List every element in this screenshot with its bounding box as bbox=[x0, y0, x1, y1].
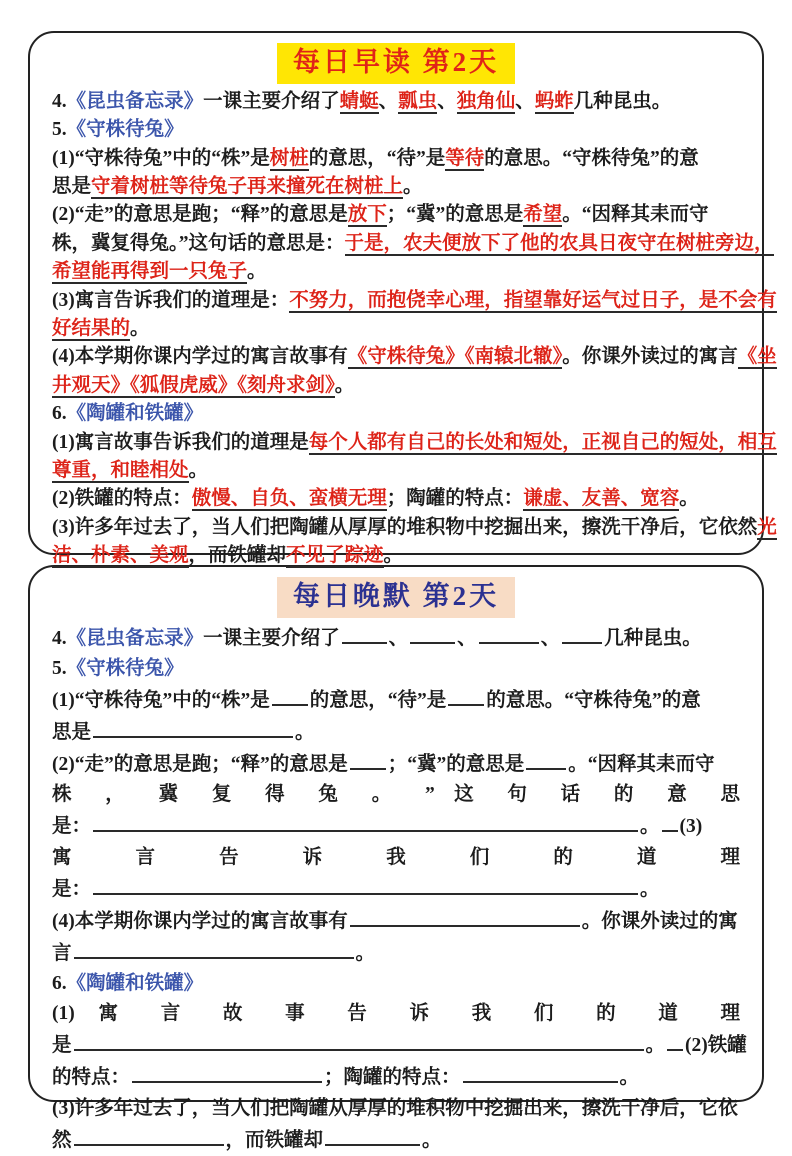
body-text: 。 bbox=[403, 175, 423, 197]
text-line bbox=[52, 230, 774, 258]
answer-text: 洁、朴素、美观 bbox=[52, 545, 189, 567]
text-line bbox=[52, 343, 777, 371]
text-line bbox=[52, 1029, 747, 1061]
body-text: 。你课外读过的寓言 bbox=[562, 346, 738, 368]
text-line bbox=[52, 145, 740, 173]
body-text: 的意思，“待”是 bbox=[308, 147, 446, 169]
blank-line bbox=[562, 622, 602, 644]
answer-text: 等待 bbox=[445, 147, 485, 169]
text-line bbox=[52, 485, 740, 513]
text-line bbox=[52, 400, 740, 428]
body-text: 思是 bbox=[52, 175, 92, 197]
text-line bbox=[52, 116, 740, 144]
text-line bbox=[52, 873, 740, 905]
body-text: 。 bbox=[383, 545, 404, 567]
answer-text: 蚂蚱 bbox=[534, 90, 574, 112]
answer-text: 不努力，而抱侥幸心理，指望靠好运气过日子，是不会有 bbox=[289, 289, 777, 311]
blank-line bbox=[350, 748, 386, 770]
body-text: (4)本学期你课内学过的寓言故事有 bbox=[52, 346, 348, 368]
body-text: 几种昆虫。 bbox=[604, 627, 702, 649]
body-text: 。 bbox=[619, 1067, 640, 1089]
body-text: 。 bbox=[188, 460, 209, 482]
body-text: 、 bbox=[388, 627, 409, 649]
blank-line bbox=[325, 1124, 420, 1146]
book-title: 《陶罐和铁罐》 bbox=[66, 403, 204, 425]
answer-text: 傲慢、自负、蛮横无理 bbox=[191, 488, 387, 510]
blank-line bbox=[272, 684, 308, 706]
body-text: ；“冀”的意思是 bbox=[387, 754, 525, 776]
body-text: 寓 言 告 诉 我 们 的 道 理 bbox=[52, 846, 740, 868]
body-text: 。 bbox=[130, 318, 150, 339]
body-text: 5. bbox=[52, 119, 67, 141]
text-line bbox=[52, 905, 740, 937]
morning-title-row bbox=[52, 43, 740, 84]
book-title: 《昆虫备忘录》 bbox=[66, 627, 204, 649]
morning-reading-card bbox=[28, 31, 777, 567]
text-line bbox=[52, 748, 740, 780]
body-text: 。 bbox=[640, 816, 660, 838]
answer-text: 守着树桩等待兔子再来撞死在树桩上 bbox=[91, 175, 404, 197]
body-text: 、 bbox=[437, 90, 457, 112]
body-text: (1)寓言故事告诉我们的道理是 bbox=[52, 431, 309, 453]
body-text: 的意思，“待”是 bbox=[309, 689, 447, 711]
body-text: 。 bbox=[645, 1035, 666, 1057]
text-line bbox=[52, 88, 740, 116]
blank-line bbox=[410, 622, 455, 644]
body-text: (2)铁罐的特点： bbox=[52, 488, 192, 510]
text-line bbox=[52, 173, 740, 201]
answer-text: 独角仙 bbox=[456, 90, 516, 112]
body-text: 然 bbox=[52, 1129, 72, 1151]
blank-line bbox=[662, 810, 678, 832]
evening-title-row bbox=[52, 577, 740, 618]
text-line bbox=[52, 684, 740, 716]
body-text: 株 ， 冀 复 得 兔 。 ” 这 句 话 的 意 思 bbox=[52, 784, 740, 806]
blank-line bbox=[350, 905, 580, 927]
body-text: 6. bbox=[52, 972, 67, 994]
book-title: 《守株待兔》 bbox=[66, 657, 184, 679]
body-text: 5. bbox=[52, 657, 67, 679]
body-text: 。 bbox=[334, 374, 355, 396]
text-line bbox=[52, 843, 740, 873]
answer-text: 《坐 bbox=[737, 346, 777, 368]
body-text: (3)寓言告诉我们的道理是： bbox=[52, 289, 290, 311]
text-line bbox=[52, 937, 740, 969]
body-text: ；陶罐的特点： bbox=[324, 1067, 461, 1089]
text-line bbox=[52, 457, 740, 485]
text-line bbox=[52, 999, 740, 1029]
answer-text: 不见了踪迹 bbox=[286, 545, 384, 567]
text-line bbox=[52, 287, 777, 315]
body-text: (1) 寓 言 故 事 告 诉 我 们 的 道 理 bbox=[52, 1003, 740, 1025]
text-line bbox=[52, 429, 777, 457]
answer-text: 于是，农夫便放下了他的农具日夜守在树桩旁边， bbox=[344, 232, 774, 254]
body-text: 、 bbox=[457, 627, 477, 649]
blank-line bbox=[93, 810, 638, 832]
answer-text: 希望能再得到一只兔子 bbox=[52, 261, 248, 283]
body-text: 言 bbox=[52, 942, 72, 964]
body-text: 几种昆虫。 bbox=[573, 90, 672, 112]
body-text: ；陶罐的特点： bbox=[386, 488, 524, 510]
text-line bbox=[52, 258, 740, 286]
body-text: 。你课外读过的寓 bbox=[581, 910, 738, 932]
blank-line bbox=[448, 684, 484, 706]
body-text: 。 bbox=[640, 878, 660, 900]
body-text: 是 bbox=[52, 1035, 72, 1057]
blank-line bbox=[463, 1061, 618, 1083]
body-text: (3)许多年过去了，当人们把陶罐从厚厚的堆积物中挖掘出来，擦洗干净后，它依 bbox=[52, 1097, 738, 1119]
evening-section-title: 每日晚默 第2天 bbox=[277, 577, 515, 618]
text-line bbox=[52, 514, 777, 542]
body-text: ，而铁罐却 bbox=[188, 545, 287, 567]
blank-line bbox=[667, 1029, 683, 1051]
body-text: ，而铁罐却 bbox=[225, 1129, 324, 1151]
body-text: 是： bbox=[52, 816, 92, 838]
text-line bbox=[52, 201, 740, 229]
text-line bbox=[52, 810, 740, 842]
book-title: 《守株待兔》 bbox=[66, 119, 184, 141]
answer-text: 放下 bbox=[347, 204, 387, 226]
body-text: (3) bbox=[679, 816, 703, 838]
body-text: ；“冀”的意思是 bbox=[386, 204, 524, 226]
text-line bbox=[52, 716, 740, 748]
body-text: 、 bbox=[540, 627, 561, 649]
answer-text: 好结果的 bbox=[52, 318, 131, 339]
body-text: (2)铁罐 bbox=[685, 1035, 747, 1057]
blank-line bbox=[74, 1124, 224, 1146]
answer-text: 光 bbox=[757, 516, 777, 538]
book-title: 《陶罐和铁罐》 bbox=[66, 972, 204, 994]
book-title: 《昆虫备忘录》 bbox=[66, 90, 204, 112]
body-text: 。 bbox=[679, 488, 699, 510]
blank-line bbox=[74, 937, 354, 959]
body-text: 。 bbox=[247, 261, 267, 283]
answer-text: 希望 bbox=[523, 204, 563, 226]
blank-line bbox=[342, 622, 387, 644]
body-text: 、 bbox=[378, 90, 399, 112]
blank-line bbox=[74, 1029, 644, 1051]
text-line bbox=[52, 315, 740, 343]
evening-dictation-card bbox=[28, 565, 764, 1151]
blank-line bbox=[93, 873, 638, 895]
body-text: 。 bbox=[422, 1129, 442, 1151]
morning-section-title: 每日早读 第2天 bbox=[277, 43, 515, 84]
answer-text: 每个人都有自己的长处和短处，正视自己的短处，相互 bbox=[308, 431, 777, 453]
body-text: 株，冀复得兔。”这句话的意思是： bbox=[52, 232, 345, 254]
body-text: 思是 bbox=[52, 721, 92, 743]
answer-text: 蜻蜓 bbox=[339, 90, 379, 112]
text-line bbox=[52, 1124, 740, 1156]
body-text: 一课主要介绍了 bbox=[203, 90, 340, 112]
blank-line bbox=[526, 748, 566, 770]
text-line bbox=[52, 622, 740, 654]
body-text: (4)本学期你课内学过的寓言故事有 bbox=[52, 910, 348, 932]
answer-text: 谦虚、友善、宽容 bbox=[523, 488, 680, 510]
morning-text-lines bbox=[52, 88, 777, 571]
blank-line bbox=[479, 622, 539, 644]
text-line bbox=[52, 654, 740, 684]
body-text: (2)“走”的意思是跑；“释”的意思是 bbox=[52, 204, 348, 226]
body-text: 。 bbox=[355, 942, 376, 964]
body-text: 的特点： bbox=[52, 1067, 131, 1089]
answer-text: 瓢虫 bbox=[398, 90, 438, 112]
blank-line bbox=[132, 1061, 322, 1083]
text-line bbox=[52, 372, 740, 400]
body-text: 。“因释其耒而守 bbox=[568, 754, 715, 776]
blank-line bbox=[93, 716, 293, 738]
answer-text: 尊重，和睦相处 bbox=[52, 460, 189, 482]
body-text: 。“因释其耒而守 bbox=[562, 204, 709, 226]
body-text: (1)“守株待兔”中的“株”是 bbox=[52, 147, 270, 169]
body-text: (1)“守株待兔”中的“株”是 bbox=[52, 689, 270, 711]
body-text: (3)许多年过去了，当人们把陶罐从厚厚的堆积物中挖掘出来，擦洗干净后，它依然 bbox=[52, 516, 758, 538]
text-line bbox=[52, 780, 740, 810]
body-text: 是： bbox=[52, 878, 92, 900]
answer-text: 树桩 bbox=[269, 147, 309, 169]
body-text: 一课主要介绍了 bbox=[203, 627, 340, 649]
answer-text: 《守株待兔》《南辕北辙》 bbox=[347, 346, 563, 368]
body-text: 4. bbox=[52, 627, 67, 649]
body-text: (2)“走”的意思是跑；“释”的意思是 bbox=[52, 754, 348, 776]
body-text: 的意思。“守株待兔”的意 bbox=[486, 689, 701, 711]
text-line bbox=[52, 1061, 740, 1093]
answer-text: 井观天》《狐假虎威》《刻舟求剑》 bbox=[52, 374, 335, 396]
body-text: 6. bbox=[52, 403, 67, 425]
body-text: 、 bbox=[515, 90, 535, 112]
body-text: 的意思。“守株待兔”的意 bbox=[484, 147, 699, 169]
body-text: 。 bbox=[295, 721, 315, 743]
text-line bbox=[52, 1094, 740, 1124]
evening-text-lines bbox=[52, 622, 747, 1156]
body-text: 4. bbox=[52, 90, 67, 112]
text-line bbox=[52, 969, 740, 999]
